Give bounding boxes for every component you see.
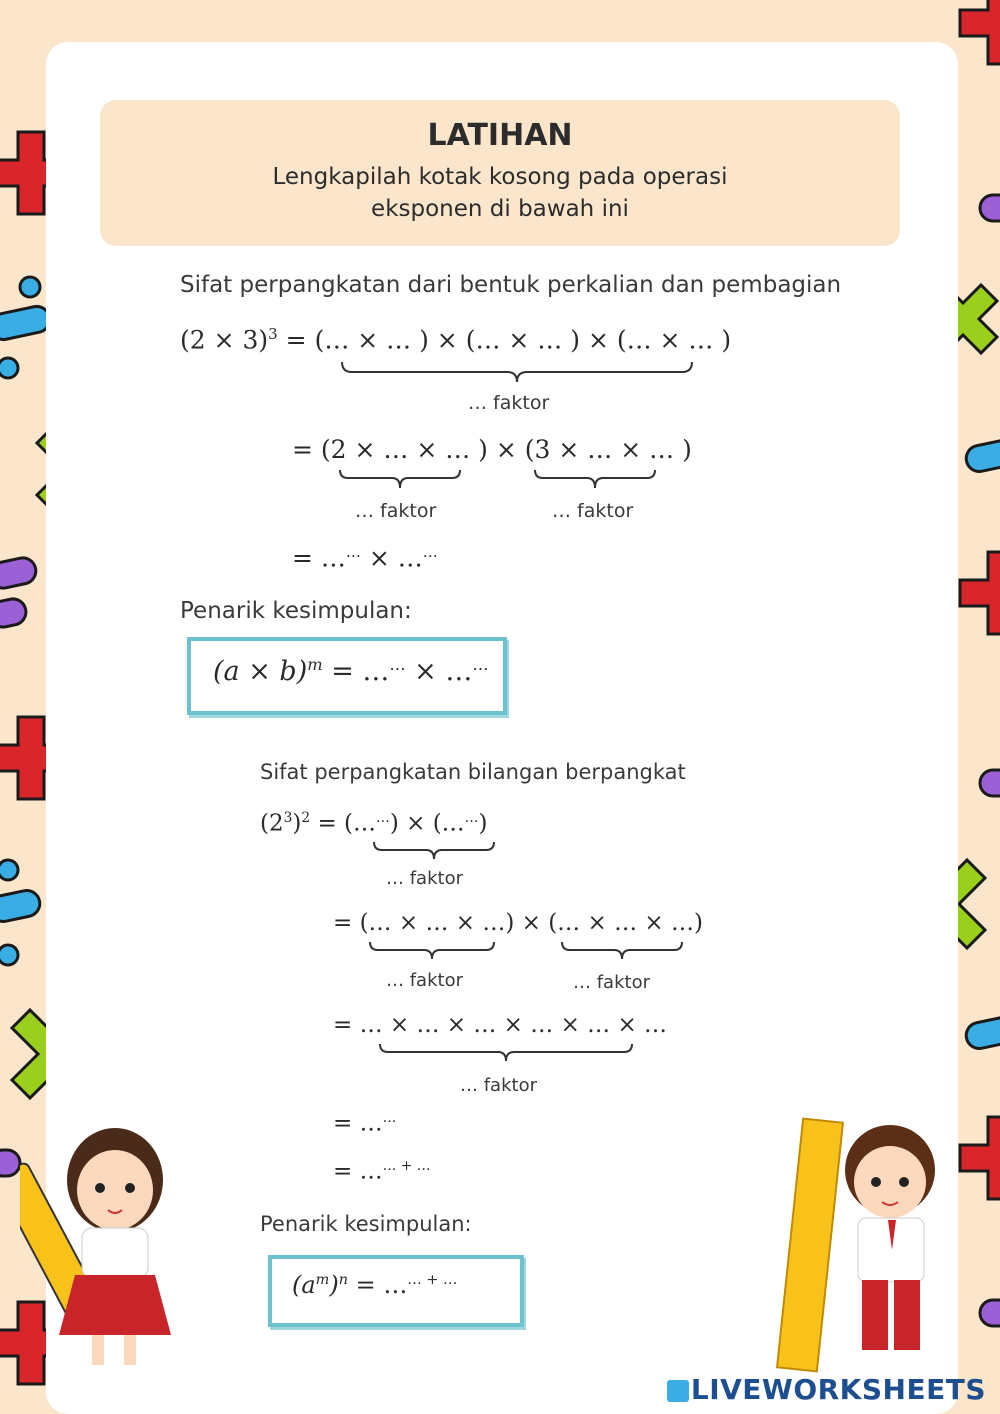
- minus-icon: [0, 556, 38, 591]
- brace-s2-eq1: [372, 840, 498, 862]
- eq1-close-paren: ): [292, 810, 302, 837]
- eq3-base-2: × …: [360, 543, 423, 573]
- section1-eq2-factor-left[interactable]: … faktor: [355, 500, 437, 522]
- section2-eq1[interactable]: [260, 810, 487, 837]
- eq1-rhs-c: ): [478, 810, 488, 837]
- conclusion-rhs-2-exponent: …: [472, 655, 489, 674]
- brace-s2-eq2-right: [560, 940, 686, 962]
- minus-icon: [980, 1300, 1000, 1326]
- section2-eq2-factor-left[interactable]: … faktor: [386, 970, 463, 991]
- eq1-rhs-exponent-a: …: [376, 810, 390, 826]
- brace-s2-eq3: [378, 1042, 634, 1064]
- minus-icon: [0, 1150, 20, 1176]
- eq1-outer-exponent: 2: [301, 810, 311, 826]
- eq3-base-1: = …: [292, 543, 346, 573]
- conclusion2-inner-exponent: m: [315, 1272, 330, 1288]
- section1-eq1-factor-label[interactable]: … faktor: [468, 392, 550, 414]
- eq5-exponent: … + …: [382, 1158, 431, 1174]
- conclusion-lhs: (a × b): [213, 656, 308, 687]
- eq1-lhs-exponent: 3: [268, 325, 278, 343]
- boy-with-ruler-illustration: [770, 1110, 970, 1380]
- section2-heading: Sifat perpangkatan bilangan berpangkat: [260, 760, 686, 784]
- eq3-exponent-1: …: [345, 543, 361, 561]
- girl-with-pencil-illustration: [20, 1110, 220, 1380]
- divide-icon: [0, 860, 18, 880]
- section2-eq1-factor-label[interactable]: … faktor: [386, 868, 463, 889]
- brace-eq2-left: [338, 468, 464, 492]
- conclusion-lhs-exponent: m: [307, 655, 323, 674]
- conclusion-rhs-2: × …: [405, 656, 473, 687]
- conclusion2-close-paren: ): [329, 1271, 339, 1299]
- eq4-base: = …: [333, 1110, 383, 1137]
- section2-conclusion-box: [268, 1255, 524, 1327]
- section2-conclusion-label: Penarik kesimpulan:: [260, 1212, 472, 1236]
- divide-icon: [964, 1015, 1000, 1051]
- divide-icon: [20, 277, 40, 297]
- section1-eq2[interactable]: = (2 × … × … ) × (3 × … × … ): [292, 435, 692, 464]
- brand-text: LIVEWORKSHEETS: [690, 1373, 986, 1406]
- eq1-rhs-a: = (…: [310, 810, 377, 837]
- section1-conclusion-box: [187, 637, 507, 715]
- minus-icon: [980, 770, 1000, 796]
- section1-conclusion-formula[interactable]: [213, 655, 489, 687]
- conclusion2-outer-exponent: n: [338, 1272, 348, 1288]
- eq1-lhs: (2 × 3): [180, 325, 269, 355]
- section2-eq4[interactable]: [333, 1110, 396, 1137]
- instruction-line-2: eksponen di bawah ini: [371, 196, 629, 222]
- section2-eq5[interactable]: [333, 1158, 431, 1185]
- eq1-rhs-b: ) × (…: [389, 810, 465, 837]
- conclusion2-rhs: = …: [347, 1271, 408, 1299]
- section2-eq2-factor-right[interactable]: … faktor: [573, 972, 650, 993]
- plus-icon: [960, 0, 1000, 64]
- page-title: LATIHAN: [427, 118, 573, 153]
- eq3-exponent-2: …: [422, 543, 438, 561]
- conclusion2-base: (a: [292, 1271, 316, 1299]
- eq1-rhs-blanks[interactable]: = (… × … ) × (… × … ) × (… × … ): [285, 325, 732, 355]
- conclusion2-rhs-exponent: … + …: [407, 1272, 458, 1288]
- logo-icon: [667, 1380, 689, 1402]
- brace-eq2-right: [533, 468, 659, 492]
- section1-conclusion-label: Penarik kesimpulan:: [180, 598, 412, 624]
- eq4-exponent: …: [382, 1110, 397, 1126]
- section2-eq2[interactable]: = (… × … × …) × (… × … × …): [333, 910, 703, 936]
- section2-eq3-factor-label[interactable]: … faktor: [460, 1075, 537, 1096]
- section1-eq1: [180, 325, 731, 354]
- eq5-base: = …: [333, 1158, 383, 1185]
- brace-eq1: [340, 360, 694, 386]
- conclusion-rhs-1: = …: [322, 656, 390, 687]
- header-banner: [100, 100, 900, 246]
- section1-eq2-factor-right[interactable]: … faktor: [552, 500, 634, 522]
- minus-icon: [980, 195, 1000, 221]
- brace-s2-eq2-left: [368, 940, 498, 962]
- section2-eq3[interactable]: = … × … × … × … × … × …: [333, 1012, 668, 1038]
- eq1-rhs-exponent-b: …: [464, 810, 479, 826]
- conclusion-rhs-1-exponent: …: [389, 655, 406, 674]
- eq1-base: (2: [260, 810, 284, 837]
- eq1-inner-exponent: 3: [283, 810, 293, 826]
- brand-logo[interactable]: [667, 1373, 986, 1406]
- divide-icon: [964, 438, 1000, 474]
- instruction-line-1: Lengkapilah kotak kosong pada operasi: [272, 164, 728, 190]
- section1-heading: Sifat perpangkatan dari bentuk perkalian dan pembagian: [180, 272, 842, 298]
- section2-conclusion-formula[interactable]: [292, 1271, 457, 1299]
- plus-icon: [960, 552, 1000, 634]
- section1-eq3[interactable]: [292, 543, 438, 572]
